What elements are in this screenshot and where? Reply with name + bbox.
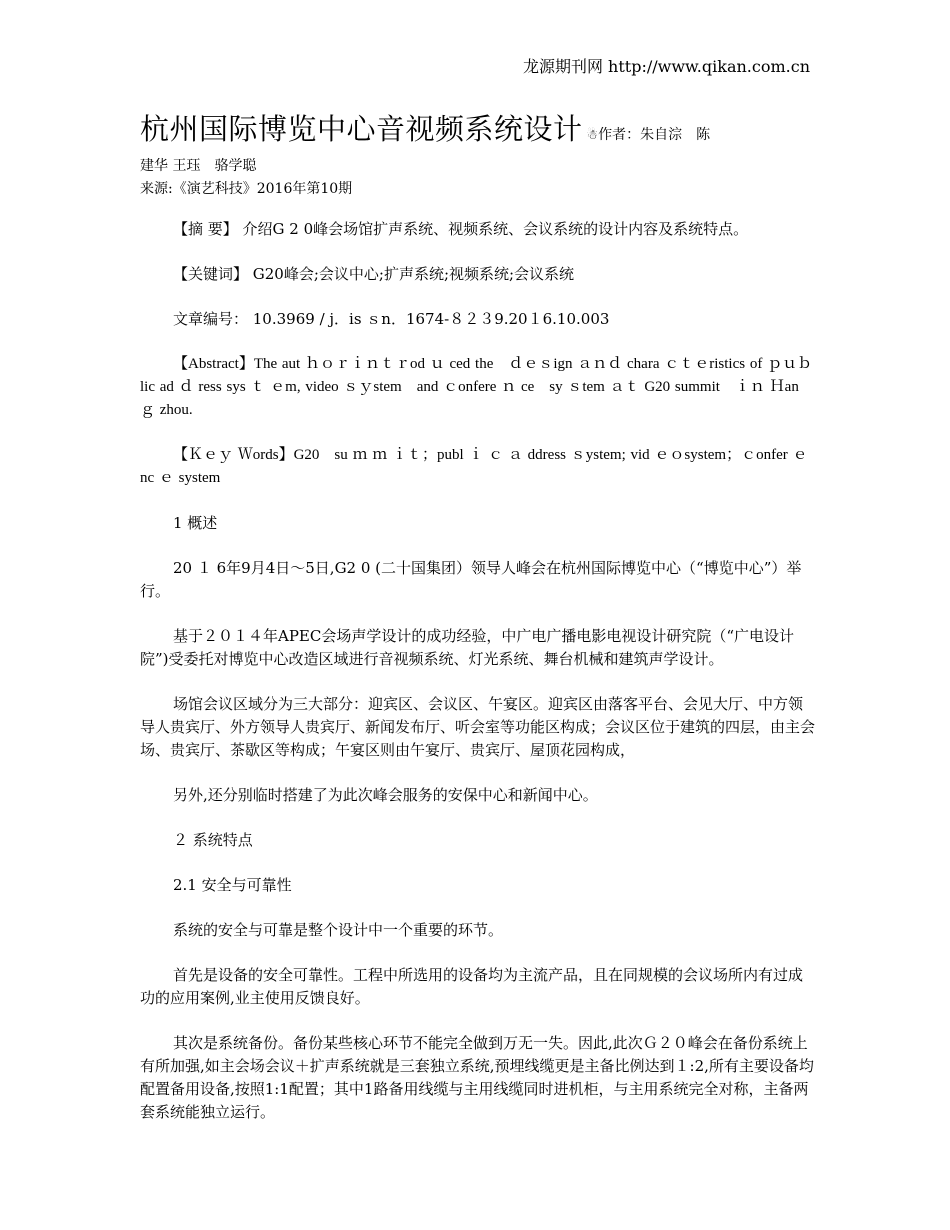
- paragraph: 基于２０１４年APEC会场声学设计的成功经验，中广电广播电影电视设计研究院（“广电设计院”)受委托对博览中心改造区域进行音视频系统、灯光系统、舞台机械和建筑声学设计。: [140, 627, 795, 668]
- paragraph: 其次是系统备份。备份某些核心环节不能完全做到万无一失。因此,此次Ｇ２０峰会在备份系统上有所加强,如主会场会议＋扩声系统就是三套独立系统,预埋线缆更是主备比例达到１:2,所有主要设备均配置备用设备,按照1:1配置；其中1路备用线缆与主用线缆同时进机柜，与主用系统完全对称，主备两套系统能独立运行。: [140, 1034, 814, 1121]
- section-heading-1: 1 概述: [173, 514, 218, 532]
- keywords-cn: 【关键词】 G20峰会;会议中心;扩声系统;视频系统;会议系统: [173, 265, 575, 283]
- person-icon: ☃: [586, 128, 599, 143]
- paragraph: 场馆会议区域分为三大部分：迎宾区、会议区、午宴区。迎宾区由落客平台、会见大厅、中方领导人贵宾厅、外方领导人贵宾厅、新闻发布厅、听会室等功能区构成；会议区位于建筑的四层，由主会场、贵宾厅、茶歇区等构成；午宴区则由午宴厅、贵宾厅、屋顶花园构成，: [140, 695, 816, 759]
- paragraph: 首先是设备的安全可靠性。工程中所选用的设备均为主流产品，且在同规模的会议场所内有过成功的应用案例,业主使用反馈良好。: [140, 966, 804, 1007]
- authors-line-1: 作者：朱自淙 陈: [598, 127, 711, 143]
- authors-line-2: 建华 王珏 骆学聪: [140, 158, 257, 174]
- abstract-en: 【Abstract】The aut ｈｏｒｉｎｔｒod ｕ ced the ｄｅｓign ａｎｄ chara ｃｔｅristics of ｐｕｂlic ad ｄ ress sys ｔ ｅm, video ｓｙstem and ｃonfere ｎ ce sy ｓtem ａｔ G20 summit ｉｎ Ｈan ｇ zhou.: [140, 356, 813, 418]
- abstract-cn: 【摘 要】 介绍G 2 0峰会场馆扩声系统、视频系统、会议系统的设计内容及系统特点。: [173, 220, 749, 238]
- article-header: [140, 110, 815, 200]
- article-body: [140, 218, 815, 1146]
- article-source: 来源:《演艺科技》2016年第10期: [140, 181, 353, 197]
- title-line: [140, 110, 815, 155]
- section-heading-2: ２ 系统特点: [173, 831, 253, 849]
- keywords-en: 【Ｋｅｙ Ｗords】G20 su ｍ ｍ ｉｔ；publ ｉ ｃ ａ ddress ｓystem; vid ｅｏsystem；ｃonfer ｅ nc ｅ system: [140, 447, 808, 486]
- article-number: 文章编号： 10.3969 / j．is ｓn．1674-８２３9.20１6.10.003: [173, 310, 610, 328]
- paragraph: 20 １ 6年9月4日～5日,G2 0 (二十国集团）领导人峰会在杭州国际博览中心（“博览中心”）举行。: [140, 559, 802, 600]
- subsection-heading-2-1: 2.1 安全与可靠性: [173, 876, 292, 894]
- site-header[interactable]: 龙源期刊网 http://www.qikan.com.cn: [522, 57, 810, 76]
- paragraph: 系统的安全与可靠是整个设计中一个重要的环节。: [173, 921, 504, 939]
- paragraph: 另外,还分别临时搭建了为此次峰会服务的安保中心和新闻中心。: [173, 786, 598, 804]
- article-title: 杭州国际博览中心音视频系统设计: [140, 112, 583, 146]
